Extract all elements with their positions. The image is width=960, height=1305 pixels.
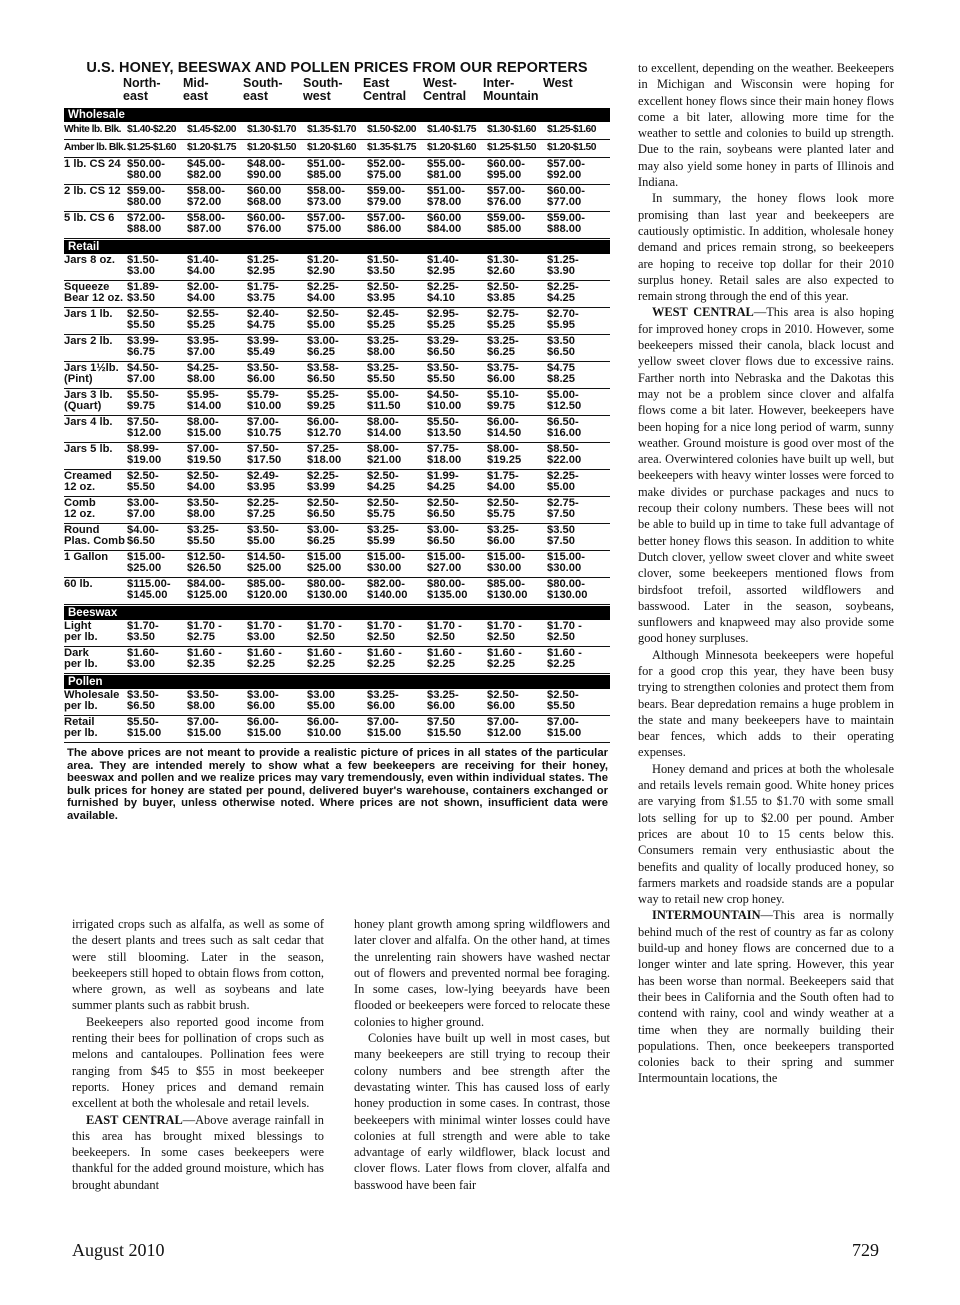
row-label: Jars 3 lb. (Quart) bbox=[64, 389, 113, 413]
price-cell: $59.00- $88.00 bbox=[547, 212, 585, 236]
price-cell: $8.50- $22.00 bbox=[547, 443, 582, 467]
row-label: 2 lb. CS 12 bbox=[64, 185, 121, 197]
price-cell: $7.25- $18.00 bbox=[307, 443, 342, 467]
price-cell: $2.40- $4.75 bbox=[247, 308, 279, 332]
table-row bbox=[64, 335, 610, 362]
price-cell: $2.55- $5.25 bbox=[187, 308, 219, 332]
table-row bbox=[64, 689, 610, 716]
paragraph: irrigated crops such as alfalfa, as well as some of the desert plants and trees such as salt cedar that were still blooming. Later in the season, beekeepers still hoped to obtain flows from cotton, where grown, as well as soybeans and late summer plants such as rabbit brush. bbox=[72, 917, 324, 1013]
price-cell: $2.50- $4.25 bbox=[367, 470, 399, 494]
paragraph: Colonies have built up well in most cases, but many beekeepers are still trying to recoup their colony numbers and bee strength after the devastating winter. This has caused loss of early honey production in some cases. In contrast, those beekeepers with minimal winter losses could have colonies at full strength and were able to take advantage of early wildflower, black locust and clover flows. Later flows from clover, alfalfa and basswood have been fair bbox=[354, 1031, 610, 1192]
price-cell: $2.50- $3.95 bbox=[367, 281, 399, 305]
footer-date: August 2010 bbox=[72, 1240, 165, 1260]
price-cell: $72.00- $88.00 bbox=[127, 212, 165, 236]
price-cell: $2.49- $3.95 bbox=[247, 470, 279, 494]
price-cell: $3.00- $7.00 bbox=[127, 497, 159, 521]
price-cell: $60.00- $76.00 bbox=[247, 212, 285, 236]
region-header bbox=[64, 77, 610, 107]
price-cell: $1.60- $3.00 bbox=[127, 647, 159, 671]
price-cell: $2.50- $5.75 bbox=[487, 497, 519, 521]
price-cell: $5.00- $11.50 bbox=[367, 389, 401, 413]
column-middle bbox=[354, 916, 610, 1193]
row-label: Wholesale per lb. bbox=[64, 689, 120, 713]
price-cell: $1.70 - $2.50 bbox=[547, 620, 582, 644]
table-row bbox=[64, 185, 610, 212]
price-cell: $2.25- $4.00 bbox=[307, 281, 339, 305]
price-cell: $2.50- $6.00 bbox=[487, 689, 519, 713]
price-cell: $8.00- $21.00 bbox=[367, 443, 402, 467]
price-cell: $5.95- $14.00 bbox=[187, 389, 222, 413]
price-cell: $7.50- $17.50 bbox=[247, 443, 282, 467]
price-cell: $4.25- $8.00 bbox=[187, 362, 219, 386]
price-cell: $3.50 $7.50 bbox=[547, 524, 575, 548]
price-cell: $57.00- $86.00 bbox=[367, 212, 405, 236]
row-label: Squeeze Bear 12 oz. bbox=[64, 281, 124, 305]
price-cell: $15.00- $27.00 bbox=[427, 551, 465, 575]
price-cell: $3.29- $6.50 bbox=[427, 335, 459, 359]
price-cell: $14.50- $25.00 bbox=[247, 551, 285, 575]
price-cell: $4.00- $6.50 bbox=[127, 524, 159, 548]
price-cell: $2.95- $5.25 bbox=[427, 308, 459, 332]
price-cell: $1.25-$1.60 bbox=[547, 124, 596, 136]
price-cell: $7.00- $10.75 bbox=[247, 416, 282, 440]
price-cell: $7.00- $19.50 bbox=[187, 443, 222, 467]
price-cell: $2.25- $5.00 bbox=[547, 470, 579, 494]
price-cell: $2.50- $3.85 bbox=[487, 281, 519, 305]
price-cell: $57.00- $92.00 bbox=[547, 158, 585, 182]
price-cell: $3.00 $5.00 bbox=[307, 689, 335, 713]
price-cell: $1.40- $2.95 bbox=[427, 254, 459, 278]
row-label: Jars 5 lb. bbox=[64, 443, 113, 455]
region-header-cell: East Central bbox=[363, 76, 407, 103]
price-cell: $1.25- $2.95 bbox=[247, 254, 279, 278]
paragraph: to excellent, depending on the weather. Beekeepers in Michigan and Wisconsin were hoping for excellent honey flows since their main honey flows come a bit later, allowing more time for the weather to settle and colonies to build up strength. Due to the rain, soybeans were planted later and may also yield some honey in parts of Illinois and Indiana. bbox=[638, 61, 894, 190]
price-cell: $45.00- $82.00 bbox=[187, 158, 225, 182]
price-cell: $1.89- $3.50 bbox=[127, 281, 159, 305]
section-heading: INTERMOUNTAIN bbox=[652, 908, 761, 923]
table-row bbox=[64, 620, 610, 647]
region-header-cell: West- Central bbox=[423, 76, 467, 103]
table-row bbox=[64, 497, 610, 524]
row-label: 5 lb. CS 6 bbox=[64, 212, 115, 224]
price-cell: $3.25- $6.00 bbox=[487, 524, 519, 548]
paragraph: honey plant growth among spring wildflowers and later clover and alfalfa. On the other hand, at times the unrelenting rain showers have washed nectar out of flowers and prevented normal bee foraging. In some cases, low-lying beeyards have been flooded or beekeepers were forced to relocate these colonies to higher ground. bbox=[354, 917, 610, 1029]
price-cell: $50.00- $80.00 bbox=[127, 158, 165, 182]
table-row bbox=[64, 524, 610, 551]
paragraph: Beekeepers also reported good income from renting their bees for pollination of crops such as melons and cantaloupes. Pollination fees were ranging from $45 to $55 in most beekeeper reports. Honey prices and demand remain excellent at both the wholesale and retail levels. bbox=[72, 1014, 324, 1111]
price-cell: $6.00- $10.00 bbox=[307, 716, 342, 740]
section-pollen: Pollen bbox=[64, 675, 610, 689]
price-table bbox=[64, 60, 610, 822]
region-header-cell: Mid- east bbox=[183, 76, 209, 103]
price-cell: $60.00 $68.00 bbox=[247, 185, 282, 209]
row-label: Jars 2 lb. bbox=[64, 335, 113, 347]
region-header-cell: South- west bbox=[303, 76, 343, 103]
price-cell: $51.00- $78.00 bbox=[427, 185, 465, 209]
table-row bbox=[64, 308, 610, 335]
price-cell: $1.50- $3.50 bbox=[367, 254, 399, 278]
beeswax-rows bbox=[64, 620, 610, 674]
paragraph: WEST CENTRAL—This area is also hoping for improved honey crops in 2010. However, some beekeepers missed their canola, black locust and yellow sweet clover flows due to excessive rains. Farther north into Nebraska and the Dakotas this may not be a problem since clover and alfalfa flows come a bit later. However, beekeepers have been hoping for a nice long period of warm, sunny weather. Ground moisture is good over most of the area. Overwintered colonies have built up well, but beekeepers with heavy winter losses were forced to make divides or purchase packages and nucs to recoup their colony numbers. These bees will not be able to build up in time to take full advantage of better honey flows this season. In addition to white Dutch clover, yellow sweet clover and white sweet clover, some beekeepers mentioned flows from birdsfoot trefoil, assorted wildflowers and basswood. Later in the season, soybeans, sunflowers and knapweed may also provide some good honey surpluses. bbox=[638, 305, 895, 646]
price-cell: $12.50- $26.50 bbox=[187, 551, 225, 575]
price-cell: $2.50- $5.50 bbox=[547, 689, 579, 713]
price-cell: $5.50- $9.75 bbox=[127, 389, 159, 413]
section-heading: WEST CENTRAL bbox=[652, 305, 754, 320]
price-cell: $3.75- $6.00 bbox=[487, 362, 519, 386]
price-cell: $51.00- $85.00 bbox=[307, 158, 345, 182]
price-cell: $7.00- $12.00 bbox=[487, 716, 522, 740]
price-cell: $3.25- $6.00 bbox=[367, 689, 399, 713]
row-label: Light per lb. bbox=[64, 620, 98, 644]
price-cell: $84.00- $125.00 bbox=[187, 578, 228, 602]
price-cell: $3.00- $6.25 bbox=[307, 524, 339, 548]
price-cell: $80.00- $130.00 bbox=[547, 578, 588, 602]
table-row bbox=[64, 470, 610, 497]
price-cell: $2.75- $5.25 bbox=[487, 308, 519, 332]
price-cell: $1.20-$1.50 bbox=[247, 142, 296, 154]
table-row bbox=[64, 158, 610, 185]
price-cell: $2.50- $5.50 bbox=[127, 308, 159, 332]
table-title: U.S. HONEY, BEESWAX AND POLLEN PRICES FROM OUR REPORTERS bbox=[86, 60, 588, 76]
table-disclaimer: The above prices are not meant to provide a realistic picture of prices in all states of the particular area. They are intended merely to show what a few beekeepers are receiving for their honey, beeswax and pollen and we realize prices may vary tremendously, even within individual states. The bulk prices for honey are stated per pound, delivered buyer's warehouse, containers exchanged or furnished by buyer, unless otherwise noted. Where prices are not shown, insufficient data were available. bbox=[67, 747, 608, 822]
table-row bbox=[64, 416, 610, 443]
price-cell: $8.00- $15.00 bbox=[187, 416, 222, 440]
price-cell: $1.40-$1.75 bbox=[427, 124, 476, 136]
price-cell: $58.00- $73.00 bbox=[307, 185, 345, 209]
price-cell: $5.25- $9.25 bbox=[307, 389, 339, 413]
price-cell: $1.60 - $2.25 bbox=[427, 647, 462, 671]
price-cell: $2.00- $4.00 bbox=[187, 281, 219, 305]
section-beeswax: Beeswax bbox=[64, 606, 610, 620]
row-label: Amber lb. Blk. bbox=[64, 142, 126, 154]
paragraph: INTERMOUNTAIN—This area is normally behind much of the rest of country as far as colony build-up and honey flows are concerned due to a longer winter and late spring. However, this year has been worse than normal. Beekeepers said that their bees in California and the South often had to contend with rainy, cool and windy weather at a time when they are normally building their populations. Then, once beekeepers transported colonies back to their spring and summer Intermountain locations, the bbox=[638, 908, 894, 1086]
price-cell: $2.25- $7.25 bbox=[247, 497, 279, 521]
region-header-cell: North- east bbox=[123, 76, 161, 103]
price-cell: $1.60 - $2.25 bbox=[367, 647, 402, 671]
price-cell: $8.00- $19.25 bbox=[487, 443, 522, 467]
price-cell: $2.50- $6.50 bbox=[307, 497, 339, 521]
price-cell: $7.00- $15.00 bbox=[367, 716, 402, 740]
price-cell: $1.50- $3.00 bbox=[127, 254, 159, 278]
price-cell: $1.40-$2.20 bbox=[127, 124, 176, 136]
price-cell: $85.00- $120.00 bbox=[247, 578, 288, 602]
price-cell: $5.50- $13.50 bbox=[427, 416, 462, 440]
price-cell: $3.25- $5.50 bbox=[187, 524, 219, 548]
price-cell: $1.60 - $2.25 bbox=[307, 647, 342, 671]
price-cell: $1.75- $4.00 bbox=[487, 470, 519, 494]
row-label: Jars 4 lb. bbox=[64, 416, 113, 428]
price-cell: $8.99- $19.00 bbox=[127, 443, 162, 467]
price-cell: $3.58- $6.50 bbox=[307, 362, 339, 386]
price-cell: $1.70 - $2.50 bbox=[427, 620, 462, 644]
table-row bbox=[64, 716, 610, 743]
price-cell: $1.20-$1.50 bbox=[547, 142, 596, 154]
price-cell: $1.60 - $2.25 bbox=[487, 647, 522, 671]
price-cell: $2.25- $4.25 bbox=[547, 281, 579, 305]
price-cell: $1.20-$1.75 bbox=[187, 142, 236, 154]
price-cell: $3.50- $8.00 bbox=[187, 497, 219, 521]
price-cell: $1.70 - $2.50 bbox=[367, 620, 402, 644]
price-cell: $85.00- $130.00 bbox=[487, 578, 528, 602]
column-right bbox=[638, 60, 894, 1087]
paragraph: In summary, the honey flows look more promising than last year and beekeepers are cautiously optimistic. In addition, wholesale honey demand and prices remain strong, so beekeepers are hoping to receive top dollar for their 2010 surplus honey. Retail sales are also expected to remain strong through the end of this year. bbox=[638, 191, 894, 304]
price-cell: $59.00- $80.00 bbox=[127, 185, 165, 209]
column-left bbox=[72, 916, 324, 1193]
table-row bbox=[64, 122, 610, 140]
price-cell: $2.25- $4.10 bbox=[427, 281, 459, 305]
row-label: Round Plas. Comb bbox=[64, 524, 125, 548]
row-label: 60 lb. bbox=[64, 578, 93, 590]
price-cell: $3.50 $6.50 bbox=[547, 335, 575, 359]
price-cell: $15.00- $25.00 bbox=[127, 551, 165, 575]
price-cell: $2.75- $7.50 bbox=[547, 497, 579, 521]
price-cell: $15.00 $25.00 bbox=[307, 551, 342, 575]
price-cell: $3.25- $5.99 bbox=[367, 524, 399, 548]
price-cell: $1.99- $4.25 bbox=[427, 470, 459, 494]
price-cell: $3.50- $6.50 bbox=[127, 689, 159, 713]
row-label: Dark per lb. bbox=[64, 647, 98, 671]
page-number: 729 bbox=[852, 1240, 879, 1260]
price-cell: $7.75- $18.00 bbox=[427, 443, 462, 467]
price-cell: $1.30-$1.70 bbox=[247, 124, 296, 136]
price-cell: $1.70 - $3.00 bbox=[247, 620, 282, 644]
price-cell: $4.75 $8.25 bbox=[547, 362, 575, 386]
row-label: 1 lb. CS 24 bbox=[64, 158, 121, 170]
price-cell: $48.00- $90.00 bbox=[247, 158, 285, 182]
price-cell: $1.60 - $2.35 bbox=[187, 647, 222, 671]
price-cell: $6.00- $14.50 bbox=[487, 416, 522, 440]
price-cell: $1.20-$1.60 bbox=[427, 142, 476, 154]
price-cell: $3.99- $6.75 bbox=[127, 335, 159, 359]
region-header-cell: Inter- Mountain bbox=[483, 76, 539, 103]
price-cell: $6.50- $16.00 bbox=[547, 416, 582, 440]
price-cell: $5.10- $9.75 bbox=[487, 389, 519, 413]
price-cell: $3.99- $5.49 bbox=[247, 335, 279, 359]
price-cell: $3.50- $5.00 bbox=[247, 524, 279, 548]
price-cell: $1.70 - $2.75 bbox=[187, 620, 222, 644]
price-cell: $55.00- $81.00 bbox=[427, 158, 465, 182]
price-cell: $2.50- $6.50 bbox=[427, 497, 459, 521]
price-cell: $2.50- $5.50 bbox=[127, 470, 159, 494]
price-cell: $2.25- $3.99 bbox=[307, 470, 339, 494]
price-cell: $1.40- $4.00 bbox=[187, 254, 219, 278]
price-cell: $1.50-$2.00 bbox=[367, 124, 416, 136]
price-cell: $3.00- $6.00 bbox=[247, 689, 279, 713]
section-wholesale: Wholesale bbox=[64, 108, 610, 122]
price-cell: $3.00- $6.50 bbox=[427, 524, 459, 548]
price-cell: $60.00- $95.00 bbox=[487, 158, 525, 182]
price-cell: $2.50- $4.00 bbox=[187, 470, 219, 494]
price-cell: $2.50- $5.75 bbox=[367, 497, 399, 521]
region-header-cell: South- east bbox=[243, 76, 283, 103]
price-cell: $1.60 - $2.25 bbox=[547, 647, 582, 671]
table-row bbox=[64, 362, 610, 389]
row-label: Jars 1½lb. (Pint) bbox=[64, 362, 119, 386]
price-cell: $1.30- $2.60 bbox=[487, 254, 519, 278]
price-cell: $1.20-$1.60 bbox=[307, 142, 356, 154]
price-cell: $1.60 - $2.25 bbox=[247, 647, 282, 671]
price-cell: $60.00- $77.00 bbox=[547, 185, 585, 209]
table-row bbox=[64, 551, 610, 578]
price-cell: $3.50- $6.00 bbox=[247, 362, 279, 386]
table-row bbox=[64, 578, 610, 605]
price-cell: $1.25-$1.50 bbox=[487, 142, 536, 154]
region-header-cell: West bbox=[543, 76, 573, 90]
price-cell: $3.00- $6.25 bbox=[307, 335, 339, 359]
table-row bbox=[64, 389, 610, 416]
price-cell: $57.00- $76.00 bbox=[487, 185, 525, 209]
price-cell: $7.50- $12.00 bbox=[127, 416, 162, 440]
price-cell: $6.00- $15.00 bbox=[247, 716, 282, 740]
table-row bbox=[64, 212, 610, 239]
price-cell: $52.00- $75.00 bbox=[367, 158, 405, 182]
pollen-rows bbox=[64, 689, 610, 743]
paragraph: Honey demand and prices at both the wholesale and retails levels remain good. White honey prices are varying from $1.55 to $1.70 with some small lots selling for up to $2.00 per pound. Amber prices are about 10 to 15 cents below this. Consumers remain very enthusiastic about the benefits and quality of locally produced honey, so farmers markets and roadside stands are a popular way to retail new crop honey. bbox=[638, 761, 894, 907]
section-heading: EAST CENTRAL bbox=[86, 1112, 183, 1127]
table-row bbox=[64, 281, 610, 308]
price-cell: $5.50- $15.00 bbox=[127, 716, 162, 740]
price-cell: $1.20- $2.90 bbox=[307, 254, 339, 278]
price-cell: $58.00- $87.00 bbox=[187, 212, 225, 236]
price-cell: $1.35-$1.75 bbox=[367, 142, 416, 154]
price-cell: $80.00- $135.00 bbox=[427, 578, 468, 602]
row-label: Jars 1 lb. bbox=[64, 308, 113, 320]
price-cell: $1.75- $3.75 bbox=[247, 281, 279, 305]
row-label: Creamed 12 oz. bbox=[64, 470, 112, 494]
price-cell: $3.25- $5.50 bbox=[367, 362, 399, 386]
price-cell: $80.00- $130.00 bbox=[307, 578, 348, 602]
retail-rows bbox=[64, 254, 610, 605]
price-cell: $82.00- $140.00 bbox=[367, 578, 408, 602]
price-cell: $1.70 - $2.50 bbox=[307, 620, 342, 644]
price-cell: $4.50- $10.00 bbox=[427, 389, 462, 413]
price-cell: $3.25- $6.25 bbox=[487, 335, 519, 359]
row-label: 1 Gallon bbox=[64, 551, 109, 563]
wholesale-rows bbox=[64, 122, 610, 239]
price-cell: $1.35-$1.70 bbox=[307, 124, 356, 136]
price-cell: $59.00- $79.00 bbox=[367, 185, 405, 209]
row-label: Retail per lb. bbox=[64, 716, 98, 740]
section-retail: Retail bbox=[64, 240, 610, 254]
price-cell: $6.00- $12.70 bbox=[307, 416, 342, 440]
price-cell: $7.50 $15.50 bbox=[427, 716, 462, 740]
price-cell: $115.00- $145.00 bbox=[127, 578, 171, 602]
paragraph: EAST CENTRAL—Above average rainfall in this area has brought mixed blessings to beekeepers. In some cases beekeepers were thankful for the added ground moisture, which has brought abundant bbox=[72, 1112, 324, 1192]
table-row bbox=[64, 140, 610, 158]
table-row bbox=[64, 443, 610, 470]
price-cell: $15.00- $30.00 bbox=[367, 551, 405, 575]
price-cell: $1.25- $3.90 bbox=[547, 254, 579, 278]
price-cell: $3.50- $8.00 bbox=[187, 689, 219, 713]
price-cell: $3.25- $6.00 bbox=[427, 689, 459, 713]
price-cell: $1.45-$2.00 bbox=[187, 124, 236, 136]
price-cell: $1.70 - $2.50 bbox=[487, 620, 522, 644]
price-cell: $7.00- $15.00 bbox=[547, 716, 582, 740]
price-cell: $2.70- $5.95 bbox=[547, 308, 579, 332]
price-cell: $60.00 $84.00 bbox=[427, 212, 462, 236]
price-cell: $5.79- $10.00 bbox=[247, 389, 282, 413]
price-cell: $59.00- $85.00 bbox=[487, 212, 525, 236]
row-label: White lb. Blk. bbox=[64, 124, 121, 136]
price-cell: $15.00- $30.00 bbox=[547, 551, 585, 575]
price-cell: $1.30-$1.60 bbox=[487, 124, 536, 136]
table-row bbox=[64, 647, 610, 674]
price-cell: $3.50- $5.50 bbox=[427, 362, 459, 386]
price-cell: $2.50- $5.00 bbox=[307, 308, 339, 332]
price-cell: $7.00- $15.00 bbox=[187, 716, 222, 740]
price-cell: $3.25- $8.00 bbox=[367, 335, 399, 359]
price-cell: $1.70- $3.50 bbox=[127, 620, 159, 644]
paragraph: Although Minnesota beekeepers were hopeful for a good crop this year, they have been busy trying to strengthen colonies and protect them from bears. Bear depredation remains a huge problem in the state and many beekeepers have to maintain bear fences, which adds to their operating expenses. bbox=[638, 647, 894, 760]
price-cell: $15.00- $30.00 bbox=[487, 551, 525, 575]
row-label: Jars 8 oz. bbox=[64, 254, 115, 266]
price-cell: $58.00- $72.00 bbox=[187, 185, 225, 209]
price-cell: $1.25-$1.60 bbox=[127, 142, 176, 154]
price-cell: $3.95- $7.00 bbox=[187, 335, 219, 359]
price-cell: $4.50- $7.00 bbox=[127, 362, 159, 386]
price-cell: $8.00- $14.00 bbox=[367, 416, 402, 440]
table-row bbox=[64, 254, 610, 281]
price-cell: $57.00- $75.00 bbox=[307, 212, 345, 236]
price-cell: $5.00- $12.50 bbox=[547, 389, 582, 413]
row-label: Comb 12 oz. bbox=[64, 497, 96, 521]
price-cell: $2.45- $5.25 bbox=[367, 308, 399, 332]
